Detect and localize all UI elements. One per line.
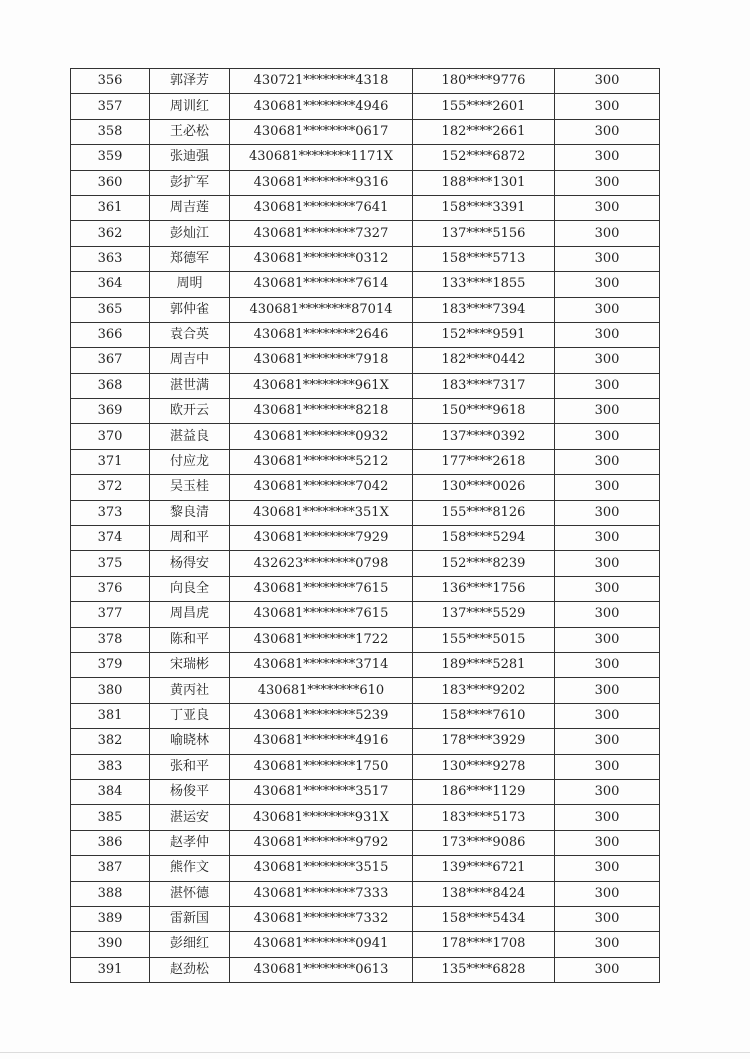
roster-table <box>70 68 660 983</box>
name-cell: 周和平 <box>150 526 230 551</box>
id-number-cell: 430681********5239 <box>230 703 413 728</box>
id-number-cell: 430681********1722 <box>230 627 413 652</box>
phone-cell: 133****1855 <box>413 272 555 297</box>
id-number-cell: 430681********0932 <box>230 424 413 449</box>
amount-cell: 300 <box>555 322 660 347</box>
table-row <box>71 881 660 906</box>
name-cell: 湛运安 <box>150 805 230 830</box>
row-number-cell: 390 <box>71 932 150 957</box>
id-number-cell: 430681********0613 <box>230 957 413 982</box>
name-cell: 王必松 <box>150 119 230 144</box>
table-row <box>71 475 660 500</box>
name-cell: 张和平 <box>150 754 230 779</box>
id-number-cell: 430681********2646 <box>230 322 413 347</box>
table-row <box>71 272 660 297</box>
row-number-cell: 380 <box>71 678 150 703</box>
name-cell: 张迪强 <box>150 145 230 170</box>
phone-cell: 189****5281 <box>413 652 555 677</box>
id-number-cell: 430681********8218 <box>230 399 413 424</box>
phone-cell: 178****3929 <box>413 729 555 754</box>
table-row <box>71 830 660 855</box>
amount-cell: 300 <box>555 449 660 474</box>
table-row <box>71 932 660 957</box>
id-number-cell: 430681********7333 <box>230 881 413 906</box>
page-bottom-rule <box>0 1052 750 1053</box>
phone-cell: 152****6872 <box>413 145 555 170</box>
phone-cell: 139****6721 <box>413 856 555 881</box>
table-row <box>71 424 660 449</box>
name-cell: 熊作文 <box>150 856 230 881</box>
amount-cell: 300 <box>555 424 660 449</box>
name-cell: 袁合英 <box>150 322 230 347</box>
amount-cell: 300 <box>555 551 660 576</box>
row-number-cell: 370 <box>71 424 150 449</box>
amount-cell: 300 <box>555 94 660 119</box>
id-number-cell: 430681********7641 <box>230 195 413 220</box>
row-number-cell: 369 <box>71 399 150 424</box>
id-number-cell: 430681********87014 <box>230 297 413 322</box>
row-number-cell: 387 <box>71 856 150 881</box>
name-cell: 赵劲松 <box>150 957 230 982</box>
amount-cell: 300 <box>555 627 660 652</box>
row-number-cell: 356 <box>71 69 150 94</box>
amount-cell: 300 <box>555 399 660 424</box>
name-cell: 湛益良 <box>150 424 230 449</box>
table-row <box>71 526 660 551</box>
amount-cell: 300 <box>555 779 660 804</box>
name-cell: 欧开云 <box>150 399 230 424</box>
phone-cell: 173****9086 <box>413 830 555 855</box>
amount-cell: 300 <box>555 246 660 271</box>
table-row <box>71 373 660 398</box>
table-row <box>71 856 660 881</box>
table-row <box>71 551 660 576</box>
amount-cell: 300 <box>555 830 660 855</box>
table-row <box>71 805 660 830</box>
phone-cell: 158****5434 <box>413 906 555 931</box>
amount-cell: 300 <box>555 957 660 982</box>
row-number-cell: 388 <box>71 881 150 906</box>
table-row <box>71 779 660 804</box>
row-number-cell: 383 <box>71 754 150 779</box>
phone-cell: 183****7317 <box>413 373 555 398</box>
phone-cell: 158****5294 <box>413 526 555 551</box>
table-row <box>71 906 660 931</box>
row-number-cell: 381 <box>71 703 150 728</box>
row-number-cell: 385 <box>71 805 150 830</box>
phone-cell: 155****8126 <box>413 500 555 525</box>
phone-cell: 137****5156 <box>413 221 555 246</box>
amount-cell: 300 <box>555 373 660 398</box>
name-cell: 周吉中 <box>150 348 230 373</box>
row-number-cell: 365 <box>71 297 150 322</box>
table-row <box>71 957 660 982</box>
id-number-cell: 430681********610 <box>230 678 413 703</box>
row-number-cell: 371 <box>71 449 150 474</box>
phone-cell: 158****7610 <box>413 703 555 728</box>
id-number-cell: 430681********0941 <box>230 932 413 957</box>
id-number-cell: 430681********1171X <box>230 145 413 170</box>
phone-cell: 130****9278 <box>413 754 555 779</box>
id-number-cell: 432623********0798 <box>230 551 413 576</box>
row-number-cell: 373 <box>71 500 150 525</box>
phone-cell: 188****1301 <box>413 170 555 195</box>
row-number-cell: 368 <box>71 373 150 398</box>
phone-cell: 158****3391 <box>413 195 555 220</box>
table-row <box>71 145 660 170</box>
amount-cell: 300 <box>555 69 660 94</box>
amount-cell: 300 <box>555 348 660 373</box>
name-cell: 宋瑞彬 <box>150 652 230 677</box>
name-cell: 郭仲雀 <box>150 297 230 322</box>
row-number-cell: 384 <box>71 779 150 804</box>
amount-cell: 300 <box>555 932 660 957</box>
table-row <box>71 652 660 677</box>
name-cell: 杨俊平 <box>150 779 230 804</box>
id-number-cell: 430681********0312 <box>230 246 413 271</box>
roster-body <box>71 69 660 983</box>
table-row <box>71 678 660 703</box>
table-row <box>71 246 660 271</box>
name-cell: 吴玉桂 <box>150 475 230 500</box>
id-number-cell: 430681********7615 <box>230 576 413 601</box>
name-cell: 彭灿江 <box>150 221 230 246</box>
table-row <box>71 322 660 347</box>
amount-cell: 300 <box>555 145 660 170</box>
amount-cell: 300 <box>555 754 660 779</box>
name-cell: 喻晓林 <box>150 729 230 754</box>
amount-cell: 300 <box>555 526 660 551</box>
row-number-cell: 374 <box>71 526 150 551</box>
table-row <box>71 399 660 424</box>
phone-cell: 136****1756 <box>413 576 555 601</box>
table-row <box>71 221 660 246</box>
phone-cell: 135****6828 <box>413 957 555 982</box>
table-row <box>71 627 660 652</box>
amount-cell: 300 <box>555 729 660 754</box>
phone-cell: 177****2618 <box>413 449 555 474</box>
id-number-cell: 430681********351X <box>230 500 413 525</box>
row-number-cell: 359 <box>71 145 150 170</box>
row-number-cell: 386 <box>71 830 150 855</box>
amount-cell: 300 <box>555 856 660 881</box>
name-cell: 彭扩军 <box>150 170 230 195</box>
table-row <box>71 500 660 525</box>
name-cell: 周明 <box>150 272 230 297</box>
phone-cell: 152****9591 <box>413 322 555 347</box>
id-number-cell: 430681********7042 <box>230 475 413 500</box>
name-cell: 丁亚良 <box>150 703 230 728</box>
phone-cell: 137****0392 <box>413 424 555 449</box>
table-row <box>71 94 660 119</box>
table-row <box>71 703 660 728</box>
amount-cell: 300 <box>555 195 660 220</box>
row-number-cell: 391 <box>71 957 150 982</box>
id-number-cell: 430681********7929 <box>230 526 413 551</box>
phone-cell: 178****1708 <box>413 932 555 957</box>
phone-cell: 155****2601 <box>413 94 555 119</box>
id-number-cell: 430681********0617 <box>230 119 413 144</box>
table-row <box>71 576 660 601</box>
table-row <box>71 729 660 754</box>
id-number-cell: 430681********7615 <box>230 602 413 627</box>
table-row <box>71 297 660 322</box>
table-row <box>71 195 660 220</box>
amount-cell: 300 <box>555 881 660 906</box>
id-number-cell: 430681********4946 <box>230 94 413 119</box>
amount-cell: 300 <box>555 602 660 627</box>
amount-cell: 300 <box>555 576 660 601</box>
id-number-cell: 430681********961X <box>230 373 413 398</box>
amount-cell: 300 <box>555 906 660 931</box>
row-number-cell: 376 <box>71 576 150 601</box>
amount-cell: 300 <box>555 500 660 525</box>
name-cell: 付应龙 <box>150 449 230 474</box>
amount-cell: 300 <box>555 805 660 830</box>
row-number-cell: 379 <box>71 652 150 677</box>
id-number-cell: 430681********931X <box>230 805 413 830</box>
row-number-cell: 382 <box>71 729 150 754</box>
row-number-cell: 358 <box>71 119 150 144</box>
row-number-cell: 389 <box>71 906 150 931</box>
id-number-cell: 430681********3515 <box>230 856 413 881</box>
name-cell: 湛怀德 <box>150 881 230 906</box>
row-number-cell: 363 <box>71 246 150 271</box>
id-number-cell: 430681********4916 <box>230 729 413 754</box>
amount-cell: 300 <box>555 475 660 500</box>
id-number-cell: 430681********9792 <box>230 830 413 855</box>
name-cell: 雷新国 <box>150 906 230 931</box>
name-cell: 周吉莲 <box>150 195 230 220</box>
amount-cell: 300 <box>555 119 660 144</box>
table-row <box>71 69 660 94</box>
phone-cell: 186****1129 <box>413 779 555 804</box>
phone-cell: 182****0442 <box>413 348 555 373</box>
name-cell: 周昌虎 <box>150 602 230 627</box>
phone-cell: 158****5713 <box>413 246 555 271</box>
row-number-cell: 375 <box>71 551 150 576</box>
table-row <box>71 348 660 373</box>
table-row <box>71 170 660 195</box>
id-number-cell: 430681********9316 <box>230 170 413 195</box>
phone-cell: 137****5529 <box>413 602 555 627</box>
table-row <box>71 119 660 144</box>
id-number-cell: 430681********7614 <box>230 272 413 297</box>
phone-cell: 183****7394 <box>413 297 555 322</box>
row-number-cell: 361 <box>71 195 150 220</box>
amount-cell: 300 <box>555 678 660 703</box>
row-number-cell: 377 <box>71 602 150 627</box>
phone-cell: 130****0026 <box>413 475 555 500</box>
phone-cell: 180****9776 <box>413 69 555 94</box>
amount-cell: 300 <box>555 221 660 246</box>
id-number-cell: 430681********7918 <box>230 348 413 373</box>
row-number-cell: 378 <box>71 627 150 652</box>
table-row <box>71 602 660 627</box>
row-number-cell: 372 <box>71 475 150 500</box>
amount-cell: 300 <box>555 272 660 297</box>
phone-cell: 150****9618 <box>413 399 555 424</box>
phone-cell: 155****5015 <box>413 627 555 652</box>
name-cell: 赵孝仲 <box>150 830 230 855</box>
table-row <box>71 449 660 474</box>
name-cell: 彭细红 <box>150 932 230 957</box>
row-number-cell: 366 <box>71 322 150 347</box>
row-number-cell: 367 <box>71 348 150 373</box>
id-number-cell: 430681********5212 <box>230 449 413 474</box>
name-cell: 杨得安 <box>150 551 230 576</box>
phone-cell: 182****2661 <box>413 119 555 144</box>
name-cell: 周训红 <box>150 94 230 119</box>
name-cell: 黎良清 <box>150 500 230 525</box>
phone-cell: 152****8239 <box>413 551 555 576</box>
row-number-cell: 364 <box>71 272 150 297</box>
name-cell: 郑德军 <box>150 246 230 271</box>
id-number-cell: 430681********1750 <box>230 754 413 779</box>
name-cell: 黄丙社 <box>150 678 230 703</box>
name-cell: 向良全 <box>150 576 230 601</box>
amount-cell: 300 <box>555 703 660 728</box>
id-number-cell: 430681********3714 <box>230 652 413 677</box>
id-number-cell: 430681********7332 <box>230 906 413 931</box>
amount-cell: 300 <box>555 170 660 195</box>
amount-cell: 300 <box>555 652 660 677</box>
name-cell: 郭泽芳 <box>150 69 230 94</box>
name-cell: 湛世满 <box>150 373 230 398</box>
phone-cell: 183****5173 <box>413 805 555 830</box>
phone-cell: 138****8424 <box>413 881 555 906</box>
row-number-cell: 357 <box>71 94 150 119</box>
id-number-cell: 430681********7327 <box>230 221 413 246</box>
id-number-cell: 430681********3517 <box>230 779 413 804</box>
row-number-cell: 362 <box>71 221 150 246</box>
phone-cell: 183****9202 <box>413 678 555 703</box>
name-cell: 陈和平 <box>150 627 230 652</box>
amount-cell: 300 <box>555 297 660 322</box>
id-number-cell: 430721********4318 <box>230 69 413 94</box>
table-row <box>71 754 660 779</box>
row-number-cell: 360 <box>71 170 150 195</box>
